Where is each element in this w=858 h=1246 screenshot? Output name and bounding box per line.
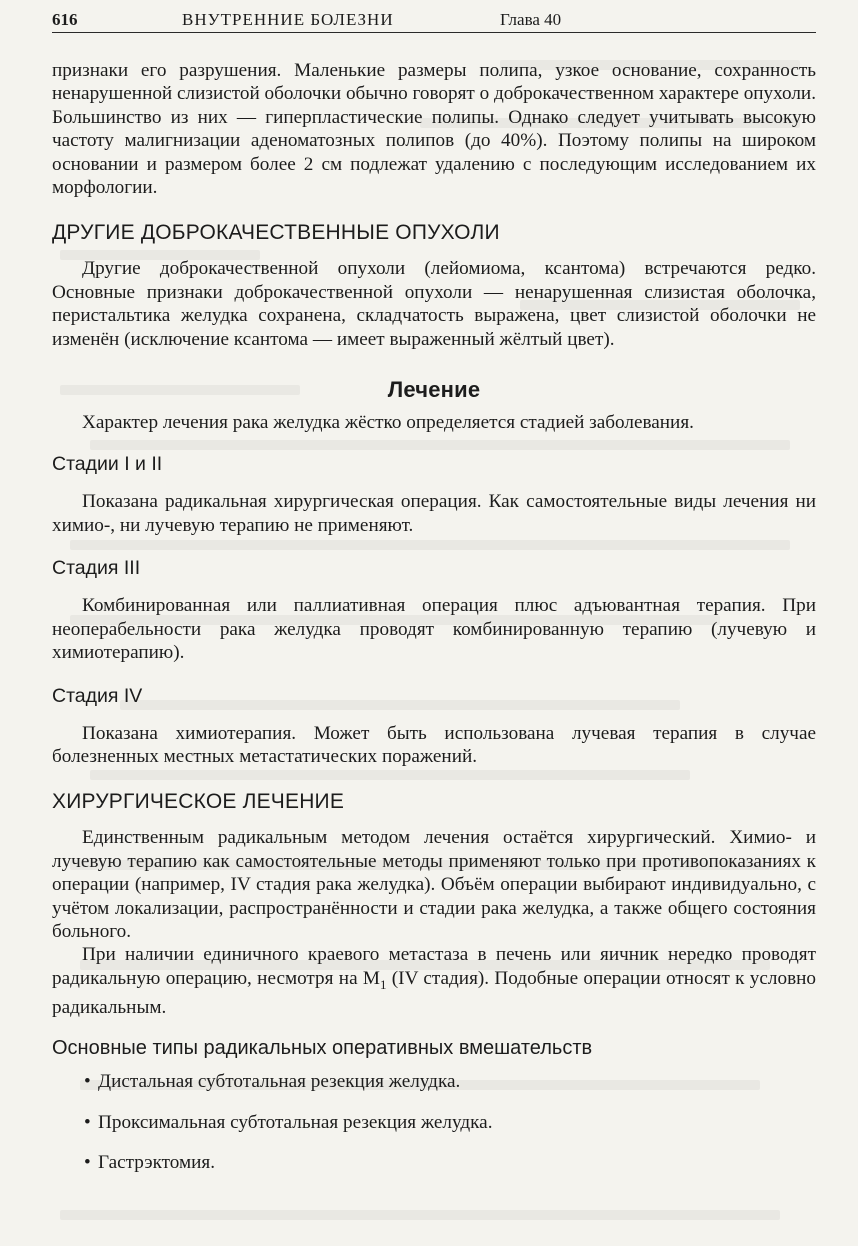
list-item — [52, 1151, 816, 1174]
list-item — [52, 1070, 816, 1093]
surgery-paragraph-2 — [52, 943, 816, 1019]
bullet-icon: • — [84, 1071, 91, 1093]
bullet-icon: • — [84, 1152, 91, 1174]
heading-other-tumors: ДРУГИЕ ДОБРОКАЧЕСТВЕННЫЕ ОПУХОЛИ — [52, 221, 500, 245]
surgery-paragraph-2-end: (IV стадия). Подобные операции относят к условно радикальным. — [52, 967, 816, 1018]
list-item — [52, 1111, 816, 1134]
list-item-text: Проксимальная субтотальная резекция желудка. — [98, 1111, 493, 1133]
metastasis-subscript: 1 — [379, 976, 387, 992]
operation-types-list — [52, 1070, 816, 1174]
heading-treatment: Лечение — [387, 377, 481, 403]
heading-stage-4: Стадия IV — [52, 684, 143, 707]
heading-stage-1-2: Стадии I и II — [52, 453, 163, 476]
other-tumors-text: Другие доброкачественной опухоли (лейомиома, ксантома) встречаются редко. Основные признаки доброкачественной опухоли — ненарушенная слизистая оболочка, перистальтика желудка сохранена, складчатость выражена, цвет слизистой оболочки не изменён (исключение ксантома — имеет выраженный жёлтый цвет). — [52, 258, 816, 350]
list-item-text: Гастрэктомия. — [98, 1152, 216, 1174]
surgery-paragraph-2-start: При наличии единичного краевого метастаза в печень или яичник нередко проводят радикальную операцию, несмотря на M — [52, 944, 816, 989]
heading-stage-3: Стадия III — [52, 557, 141, 580]
heading-operation-types: Основные типы радикальных оперативных вмешательств — [52, 1037, 593, 1060]
list-item-text: Дистальная субтотальная резекция желудка. — [98, 1071, 461, 1093]
stage-1-2-text: Показана радикальная хирургическая операция. Как самостоятельные виды лечения ни химио-, ни лучевую терапию не применяют. — [52, 491, 816, 536]
running-header — [52, 6, 816, 33]
stage-3-text: Комбинированная или паллиативная операция плюс адъювантная терапия. При неоперабельности рака желудка проводят комбинированную терапию (лучевую и химиотерапию). — [52, 595, 816, 664]
surgery-paragraph-1: Единственным радикальным методом лечения остаётся хирургический. Химио- и лучевую терапию как самостоятельные методы применяют только при противопоказаниях к операции (например, IV стадия рака желудка). Объём операции выбирают индивидуально, с учётом локализации, распространённости и стадии рака желудка, а также общего состояния больного. — [52, 827, 816, 942]
page-number: 616 — [52, 10, 78, 29]
bullet-icon: • — [84, 1111, 91, 1133]
stage-4-text: Показана химиотерапия. Может быть использована лучевая терапия в случае болезненных местных метастатических поражений. — [52, 722, 816, 767]
treatment-intro: Характер лечения рака желудка жёстко определяется стадией заболевания. — [82, 412, 694, 434]
intro-paragraph: признаки его разрушения. Маленькие размеры полипа, узкое основание, сохранность ненарушенной слизистой оболочки обычно говорят о доброкачественном характере опухоли. Большинство из них — гиперпластические полипы. Однако следует учитывать высокую частоту малигнизации аденоматозных полипов (до 40%). Поэтому полипы на широком основании и размером более 2 см подлежат удалению с последующим исследованием их морфологии. — [52, 60, 816, 199]
heading-surgery: ХИРУРГИЧЕСКОЕ ЛЕЧЕНИЕ — [52, 790, 345, 814]
book-title: ВНУТРЕННИЕ БОЛЕЗНИ — [182, 10, 394, 29]
chapter-label: Глава 40 — [500, 10, 562, 29]
